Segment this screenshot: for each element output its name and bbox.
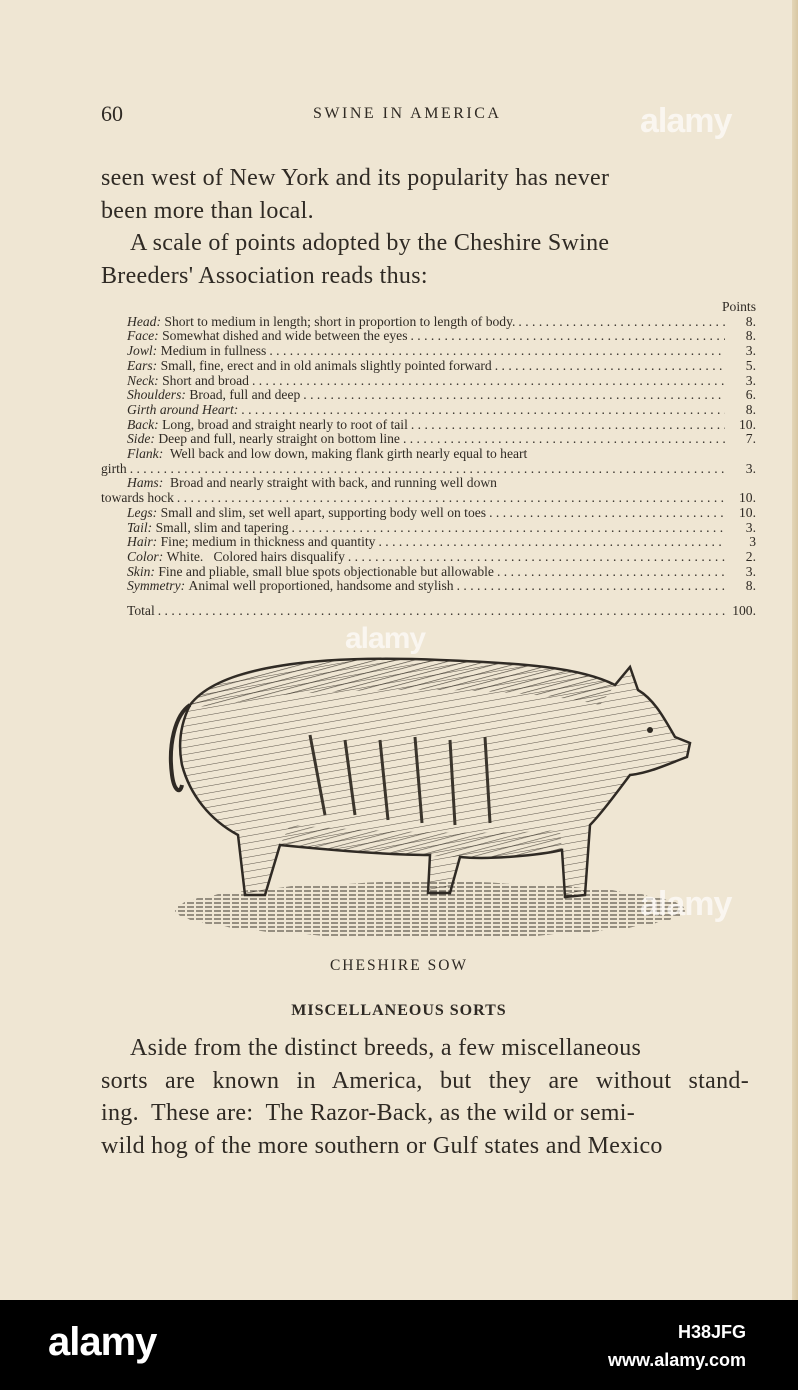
row-text: Long, broad and straight nearly to root of tail (162, 416, 408, 432)
text-line: Aside from the distinct breeds, a few miscellaneous (130, 1035, 642, 1061)
scale-row-color (101, 550, 756, 565)
row-points: 5. (745, 357, 756, 373)
row-text: Fine and pliable, small blue spots objectionable but allowable (158, 563, 494, 579)
leader-dots (241, 403, 725, 418)
leader-dots (269, 344, 725, 359)
row-label: Head: (127, 313, 161, 329)
scale-row-girth (101, 403, 756, 418)
sow-body (171, 659, 690, 897)
section-heading: MISCELLANEOUS SORTS (291, 1002, 507, 1019)
row-text: Medium in fullness (160, 343, 267, 359)
row-points: 10. (739, 416, 756, 432)
row-text: Well back and low down, making flank girth nearly equal to heart (169, 446, 528, 462)
row-points: 8. (745, 401, 756, 417)
row-points: 10. (739, 490, 756, 506)
row-label: Side: (127, 431, 155, 447)
row-points: 3 (749, 534, 756, 550)
row-label: Jowl: (127, 343, 158, 359)
scale-row-ears (101, 359, 756, 374)
total-points: 100. (732, 603, 756, 619)
leader-dots (457, 579, 725, 594)
row-text: White. Colored hairs disqualify (166, 548, 345, 564)
row-label: Hams: (127, 475, 164, 491)
row-points: 3. (745, 460, 756, 476)
illustration-caption: CHESHIRE SOW (329, 957, 469, 974)
cheshire-sow-engraving (160, 645, 700, 943)
row-label: Girth around Heart: (127, 401, 239, 417)
image-code: H38JFG (677, 1322, 746, 1342)
running-head: SWINE IN AMERICA (313, 105, 502, 122)
row-text: Broad, full and deep (189, 387, 301, 403)
scale-row-flank (101, 447, 756, 462)
row-text: Animal well proportioned, handsome and stylish (188, 578, 454, 594)
text-line: ing. These are: The Razor-Back, as the wild or semi- (101, 1100, 636, 1126)
site-url: www.alamy.com (607, 1350, 746, 1370)
row-points: 3. (745, 372, 756, 388)
leader-dots (410, 329, 725, 344)
scale-row-symmetry (101, 579, 756, 594)
alamy-watermark: alamy (345, 622, 426, 655)
scale-row-neck (101, 374, 756, 389)
page-number: 60 (101, 101, 123, 126)
row-label: Color: (127, 548, 164, 564)
leader-dots (489, 506, 725, 521)
scale-row-jowl (101, 344, 756, 359)
row-text: Short to medium in length; short in proportion to length of body. (164, 313, 516, 329)
text-line: seen west of New York and its popularity has never (101, 165, 610, 191)
leader-dots (177, 491, 725, 506)
alamy-logo: alamy (48, 1320, 157, 1364)
text-line: Breeders' Association reads thus: (101, 262, 428, 289)
total-label: Total (127, 603, 155, 619)
row-label: Flank: (127, 446, 164, 462)
row-text: Deep and full, nearly straight on bottom line (158, 431, 400, 447)
scale-row-shoulders (101, 388, 756, 403)
leader-dots (292, 521, 725, 536)
scale-row-hair (101, 535, 756, 550)
alamy-watermark: alamy (640, 102, 732, 140)
row-text: Small, fine, erect and in old animals slightly pointed forward (160, 357, 492, 373)
scale-of-points-table (101, 300, 756, 619)
row-label: Ears: (127, 357, 158, 373)
row-points: 6. (745, 387, 756, 403)
scale-row-hams-cont (101, 491, 756, 506)
row-points: 8. (745, 578, 756, 594)
row-text-cont: girth (101, 460, 127, 476)
row-label: Shoulders: (127, 387, 186, 403)
text-line: A scale of points adopted by the Cheshire Swine (130, 230, 610, 256)
scale-row-head (101, 315, 756, 330)
row-text-cont: towards hock (101, 490, 174, 506)
row-points: 2. (745, 548, 756, 564)
leader-dots (158, 604, 725, 619)
row-points: 3. (745, 563, 756, 579)
leader-dots (403, 432, 725, 447)
scale-intro-paragraph (101, 227, 749, 292)
scale-row-hams (101, 476, 756, 491)
row-label: Back: (127, 416, 159, 432)
scale-row-tail (101, 521, 756, 536)
leader-dots (303, 388, 725, 403)
scale-row-face (101, 329, 756, 344)
leader-dots (130, 462, 725, 477)
row-label: Symmetry: (127, 578, 186, 594)
row-points: 3. (745, 519, 756, 535)
row-points: 10. (739, 504, 756, 520)
leader-dots (252, 374, 725, 389)
scale-row-side (101, 432, 756, 447)
leader-dots (411, 418, 725, 433)
stock-footer-bar (0, 1300, 798, 1390)
scale-row-total (101, 604, 756, 619)
leader-dots (378, 535, 725, 550)
scale-row-flank-cont (101, 462, 756, 477)
row-text: Somewhat dished and wide between the eyes (162, 328, 408, 344)
row-label: Legs: (127, 504, 158, 520)
text-line: been more than local. (101, 197, 314, 224)
leader-dots (497, 565, 725, 580)
intro-paragraph (101, 162, 749, 227)
text-line: sorts are known in America, but they are without stand- (101, 1067, 749, 1094)
scale-row-skin (101, 565, 756, 580)
row-text: Short and broad (162, 372, 249, 388)
row-label: Skin: (127, 563, 155, 579)
leader-dots (495, 359, 725, 374)
row-points: 8. (745, 328, 756, 344)
scale-row-back (101, 418, 756, 433)
row-text: Fine; medium in thickness and quantity (160, 534, 376, 550)
row-text: Small, slim and tapering (155, 519, 289, 535)
row-text: Small and slim, set well apart, supporting body well on toes (160, 504, 487, 520)
closing-paragraph (101, 1032, 749, 1162)
text-line: wild hog of the more southern or Gulf states and Mexico (101, 1132, 663, 1159)
leader-dots (518, 315, 725, 330)
row-label: Face: (127, 328, 159, 344)
row-label: Neck: (127, 372, 159, 388)
row-text: Broad and nearly straight with back, and running well down (170, 475, 497, 491)
row-points: 7. (745, 431, 756, 447)
leader-dots (348, 550, 725, 565)
row-label: Hair: (127, 534, 158, 550)
row-points: 3. (745, 343, 756, 359)
scale-row-legs (101, 506, 756, 521)
alamy-watermark: alamy (640, 885, 732, 923)
row-label: Tail: (127, 519, 153, 535)
row-points: 8. (745, 313, 756, 329)
points-column-header: Points (722, 299, 756, 314)
